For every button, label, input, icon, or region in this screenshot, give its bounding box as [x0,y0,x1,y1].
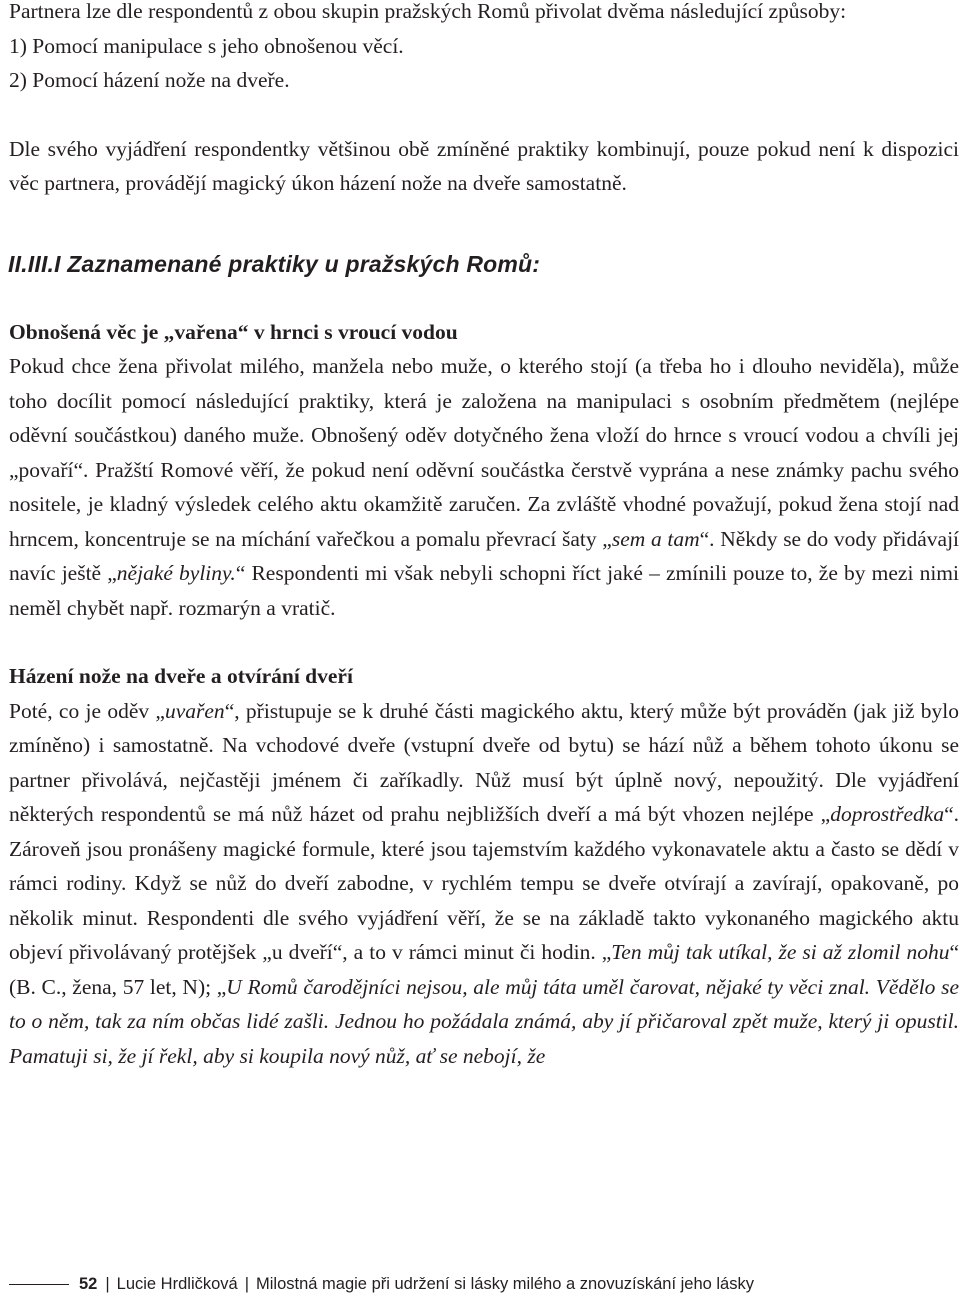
italic-run: Ten můj tak utíkal, že si až zlomil nohu [611,940,950,964]
subheading-knife-door: Házení nože na dveře a otvírání dveří [9,664,353,688]
text-run: Pokud chce žena přivolat milého, manžela nebo muže, o kterého stojí (a třeba ho i dlouho neviděla), může toho docílit pomocí následující praktiky, která je založena na manipulaci s osobním předmětem (nejlépe oděvní součástkou) daného muže. Obnošený oděv dotyčného žena vloží do hrnce s vroucí vodou a chvíli jej „povaří“. Pražští Romové věří, že pokud není oděvní součástka čerstvě vyprána a nese známky pachu svého nositele, je kladný výsledek celého aktu okamžitě zaručen. Za zvláště vhodné považují, pokud žena stojí nad hrncem, koncentruje se na míchání vařečkou a pomalu převrací šaty „ [9,354,959,551]
italic-run: U Romů čarodějníci nejsou, ale můj táta uměl čarovat, nějaké ty věci znal. Vědělo se to o něm, tak za ním občas lidé zašli. Jednou ho požádala známá, aby jí přičaroval zpět muže, který ji opustil. Pamatuji si, že jí řekl, aby si koupila nový nůž, ať se nebojí, že [9,974,959,1068]
page-number: 52 [79,1274,98,1293]
text-run: “ (B. C., žena, 57 let, N); „ [9,940,959,999]
page-footer [9,1271,959,1297]
text-run: Poté, co je oděv „ [9,698,165,723]
footer-separator: | [105,1274,110,1293]
intro-paragraph: Partnera lze dle respondentů z obou skupin pražských Romů přivolat dvěma následující způsoby: [9,0,847,23]
subheading-boiled-garment: Obnošená věc je „vařena“ v hrnci s vroucí vodou [9,319,458,344]
text-run: “. Zároveň jsou pronášeny magické formule, které jsou tajemstvím každého vykonavatele aktu a často se dědí v rámci rodiny. Když se nůž do dveří zabodne, v rychlém tempu se dveře otvírají a zavírají, opakovaně, po několik minut. Respondenti dle svého vyjádření věří, že se na základě takto vykonaného magického aktu objeví přivolávaný protějšek „u dveří“, a to v rámci minut či hodin. „ [9,802,959,964]
italic-run: doprostředka [830,802,945,826]
text-run: “. Někdy se do vody přidávají navíc ještě „ [9,526,960,585]
italic-run: nějaké byliny. [116,561,236,585]
page-content [9,0,959,1073]
section-heading: II.III.I Zaznamenané praktiky u pražských Romů: [8,250,541,277]
list-item-1: 1) Pomocí manipulace s jeho obnošenou věcí. [9,33,404,58]
footer-rule [9,1284,69,1285]
text-run: “, přistupuje se k druhé části magického aktu, který může být prováděn (jak již bylo zmíněno) i samostatně. Na vchodové dveře (vstupní dveře od bytu) se hází nůž a během tohoto úkonu se partner přivolává, nejčastěji jménem či zaříkadly. Nůž musí být úplně nový, nepoužitý. Dle vyjádření některých respondentů se má nůž házet od prahu nejbližších dveří a má být vhozen nejlépe „ [9,698,959,826]
footer-author: Lucie Hrdličková [116,1274,238,1293]
combined-paragraph: Dle svého vyjádření respondentky většinou obě zmíněné praktiky kombinují, pouze pokud není k dispozici věc partnera, provádějí magický úkon házení nože na dveře samostatně. [9,136,959,195]
paragraph-knife-door [9,694,959,1074]
list-item-2: 2) Pomocí házení nože na dveře. [9,68,290,92]
italic-run: uvařen [164,698,225,723]
footer-separator: | [244,1274,250,1293]
italic-run: sem a tam [611,526,700,551]
text-run: “ Respondenti mi však nebyli schopni říct jaké – zmínili pouze to, že by mezi nimi neměl chybět např. rozmarýn a vratič. [9,561,959,620]
paragraph-boiled-garment [9,349,959,625]
footer-title: Milostná magie při udržení si lásky milého a znovuzískání jeho lásky [256,1274,754,1293]
